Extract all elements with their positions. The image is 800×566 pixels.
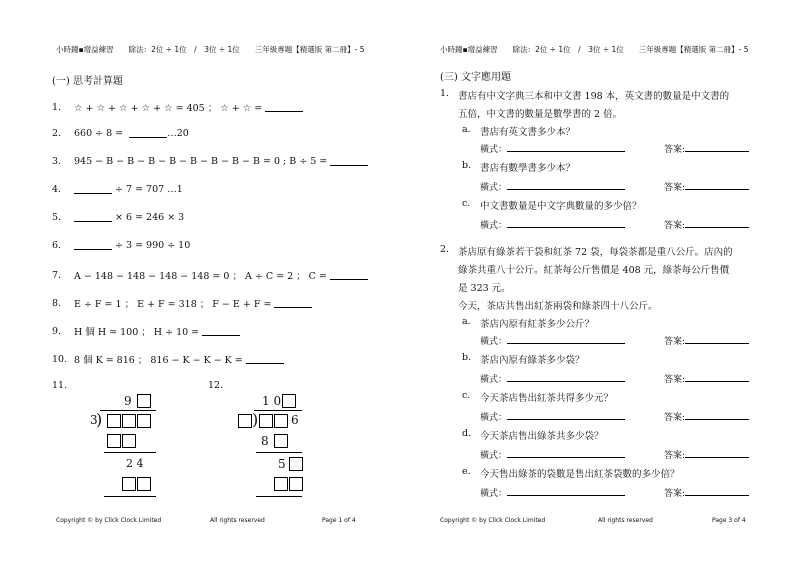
formula-row <box>480 448 625 461</box>
question-row <box>52 324 240 338</box>
question-row <box>52 184 183 195</box>
part-question: 中文書數量是中文字典數量的多少倍？ <box>480 201 642 212</box>
answer-row <box>664 486 749 499</box>
section-title: (三) 文字應用題 <box>440 72 511 83</box>
question-text: A − 148 − 148 − 148 − 148 = 0 ； A ÷ C = 2 ； C = <box>74 271 327 282</box>
problem-text-line: 今天，茶店共售出紅茶兩袋和綠茶四十八公斤。 <box>458 301 658 312</box>
answer-blank[interactable] <box>246 355 284 364</box>
formula-label: 橫式： <box>480 489 508 499</box>
footer-copyright: Copyright © by Click Clock Limited <box>56 517 162 524</box>
digit-box[interactable] <box>137 414 151 428</box>
question-text: H 個 H = 100 ； H ÷ 10 = <box>74 327 200 338</box>
answer-blank[interactable] <box>685 411 749 420</box>
digit-box[interactable] <box>274 477 288 491</box>
digit-box[interactable] <box>274 434 288 448</box>
subtract-line <box>256 496 302 497</box>
page-header: 小時鐘▪增益練習 除法：2位 ÷ 1位 / 3位 ÷ 1位 三年級專題【精選版 第二冊】- 5 <box>440 45 749 54</box>
formula-label: 橫式： <box>480 337 508 347</box>
formula-row <box>480 334 625 347</box>
answer-row <box>664 372 749 385</box>
question-row <box>52 268 368 282</box>
question-text: ÷ 3 = 990 ÷ 10 <box>115 240 191 251</box>
formula-label: 橫式： <box>480 375 508 385</box>
division-bar <box>100 410 156 411</box>
example-row <box>52 100 303 114</box>
digit-box[interactable] <box>107 414 121 428</box>
footer-rights: All rights reserved <box>598 517 653 524</box>
formula-blank[interactable] <box>507 219 625 228</box>
question-number: 4. <box>52 184 62 195</box>
digit-box[interactable] <box>289 457 303 471</box>
answer-blank[interactable] <box>274 299 312 308</box>
formula-blank[interactable] <box>507 335 625 344</box>
answer-label: 答案: <box>664 221 686 231</box>
part-letter: c. <box>462 390 471 401</box>
question-text: ÷ 7 = 707 …1 <box>115 184 183 195</box>
digit-box[interactable] <box>122 414 136 428</box>
part-letter: c. <box>462 198 471 209</box>
answer-label: 答案: <box>664 183 686 193</box>
answer-row <box>664 448 749 461</box>
answer-blank[interactable] <box>202 327 240 336</box>
part-letter: a. <box>462 316 471 327</box>
question-suffix: …20 <box>167 128 189 139</box>
subtract-line <box>104 452 156 453</box>
division-bracket: ) <box>252 410 259 429</box>
question-number: 11. <box>52 380 68 391</box>
answer-blank[interactable] <box>265 103 303 112</box>
digit-box[interactable] <box>107 434 121 448</box>
part-question: 茶店內原有紅茶多少公斤？ <box>480 319 595 330</box>
formula-blank[interactable] <box>507 181 625 190</box>
problem-text-line: 茶店原有綠茶若干袋和紅茶 72 袋，每袋茶都是重八公斤。店內的 <box>458 247 733 258</box>
answer-blank[interactable] <box>685 373 749 382</box>
part-question: 書店有數學書多少本？ <box>480 163 576 174</box>
formula-label: 橫式： <box>480 451 508 461</box>
question-text: 8 個 K = 816 ； 816 − K − K − K = <box>74 355 243 366</box>
problem-number: 1. <box>440 88 450 99</box>
answer-blank[interactable] <box>330 157 368 166</box>
question-number: 7. <box>52 269 62 281</box>
part-letter: b. <box>462 160 472 171</box>
part-letter: a. <box>462 124 471 135</box>
part-question: 書店有英文書多少本？ <box>480 127 576 138</box>
question-number: 3. <box>52 156 62 167</box>
part-letter: d. <box>462 428 472 439</box>
subtract-line <box>256 452 302 453</box>
answer-label: 答案: <box>664 413 686 423</box>
digit-box[interactable] <box>122 477 136 491</box>
part-letter: e. <box>462 466 471 477</box>
answer-label: 答案: <box>664 451 686 461</box>
digit-box[interactable] <box>289 477 303 491</box>
problem-text-line: 書店有中文字典三本和中文書 198 本，英文書的數量是中文書的 <box>458 91 730 102</box>
digit-box[interactable] <box>282 394 296 408</box>
digit-box[interactable] <box>274 414 288 428</box>
answer-blank[interactable] <box>685 181 749 190</box>
answer-row <box>664 180 749 193</box>
formula-label: 橫式： <box>480 413 508 423</box>
question-number: 5. <box>52 212 62 223</box>
question-number: 8. <box>52 297 62 309</box>
formula-row <box>480 410 625 423</box>
digit-box[interactable] <box>137 394 151 408</box>
formula-row <box>480 372 625 385</box>
answer-label: 答案: <box>664 489 686 499</box>
answer-label: 答案: <box>664 337 686 347</box>
formula-label: 橫式： <box>480 145 508 155</box>
question-number: 6. <box>52 240 62 251</box>
formula-blank[interactable] <box>507 143 625 152</box>
partial-digit: 8 <box>261 434 269 448</box>
division-bracket: ) <box>96 410 103 429</box>
part-question: 茶店內原有綠茶多少袋？ <box>480 355 585 366</box>
quotient-digits: 1 0 <box>262 394 282 408</box>
part-question: 今天售出綠茶的袋數是售出紅茶袋數的多少倍？ <box>480 469 680 480</box>
problem-text-line: 綠茶共重八十公斤。紅茶每公斤售價是 408 元，綠茶每公斤售價 <box>458 265 730 276</box>
answer-blank[interactable] <box>685 449 749 458</box>
formula-row <box>480 142 625 155</box>
answer-blank[interactable] <box>129 129 167 138</box>
right-page <box>400 0 800 566</box>
question-row <box>52 156 368 167</box>
digit-box[interactable] <box>122 434 136 448</box>
footer-rights: All rights reserved <box>210 517 265 524</box>
answer-blank[interactable] <box>685 335 749 344</box>
question-text: × 6 = 246 × 3 <box>115 212 185 223</box>
problem-text-line: 五倍，中文書的數量是數學書的 2 倍。 <box>458 109 623 120</box>
answer-label: 答案: <box>664 145 686 155</box>
question-number: 2. <box>52 128 62 139</box>
dividend-digit: 6 <box>291 413 299 427</box>
formula-blank[interactable] <box>507 449 625 458</box>
formula-blank[interactable] <box>507 373 625 382</box>
footer-page: Page 3 of 4 <box>712 517 746 524</box>
problem-number: 2. <box>440 244 450 255</box>
section-title: (一) 思考計算題 <box>52 76 123 87</box>
answer-blank[interactable] <box>685 487 749 496</box>
quotient-digit: 9 <box>124 394 132 408</box>
question-text: E ÷ F = 1 ； E + F = 318 ； F − E + F = <box>74 299 272 310</box>
footer-page: Page 1 of 4 <box>322 517 356 524</box>
division-bar <box>254 410 302 411</box>
formula-row <box>480 180 625 193</box>
question-row <box>52 240 190 251</box>
question-number: 12. <box>208 380 224 391</box>
partial-digits: 2 4 <box>126 457 144 470</box>
part-letter: b. <box>462 352 472 363</box>
subtract-line <box>104 496 156 497</box>
question-text: 660 ÷ 8 = <box>74 128 124 139</box>
answer-blank[interactable] <box>685 219 749 228</box>
question-number: 10. <box>52 353 68 365</box>
answer-blank[interactable] <box>74 213 112 222</box>
part-question: 今天茶店售出綠茶共多少袋？ <box>480 431 604 442</box>
formula-blank[interactable] <box>507 411 625 420</box>
question-number: 9. <box>52 325 62 337</box>
formula-row <box>480 486 625 499</box>
answer-row <box>664 334 749 347</box>
example-text: ☆ + ☆ + ☆ + ☆ + ☆ = 405 ； ☆ + ☆ = <box>74 103 263 114</box>
partial-digit: 5 <box>278 457 286 471</box>
divisor-digit: 3 <box>90 413 98 427</box>
answer-row <box>664 218 749 231</box>
question-number: 1. <box>52 101 62 113</box>
footer-copyright: Copyright © by Click Clock Limited <box>440 517 546 524</box>
part-question: 今天茶店售出紅茶共得多少元？ <box>480 393 614 404</box>
page-header: 小時鐘▪增益練習 除法：2位 ÷ 1位 / 3位 ÷ 1位 三年級專題【精選版 第二冊】- 5 <box>56 45 365 54</box>
digit-box[interactable] <box>238 414 252 428</box>
answer-row <box>664 142 749 155</box>
answer-blank[interactable] <box>330 271 368 280</box>
question-row <box>52 296 312 310</box>
question-text: 945 − B − B − B − B − B − B − B − B = 0 ; B ÷ 5 = <box>74 156 328 167</box>
question-row <box>52 128 189 139</box>
answer-blank[interactable] <box>74 185 112 194</box>
digit-box[interactable] <box>259 414 273 428</box>
formula-label: 橫式： <box>480 183 508 193</box>
answer-label: 答案: <box>664 375 686 385</box>
question-row <box>52 352 284 366</box>
digit-box[interactable] <box>137 477 151 491</box>
question-row <box>52 212 184 223</box>
formula-blank[interactable] <box>507 487 625 496</box>
answer-blank[interactable] <box>74 241 112 250</box>
formula-row <box>480 218 625 231</box>
problem-text-line: 是 323 元。 <box>458 283 511 294</box>
formula-label: 橫式： <box>480 221 508 231</box>
answer-row <box>664 410 749 423</box>
answer-blank[interactable] <box>685 143 749 152</box>
